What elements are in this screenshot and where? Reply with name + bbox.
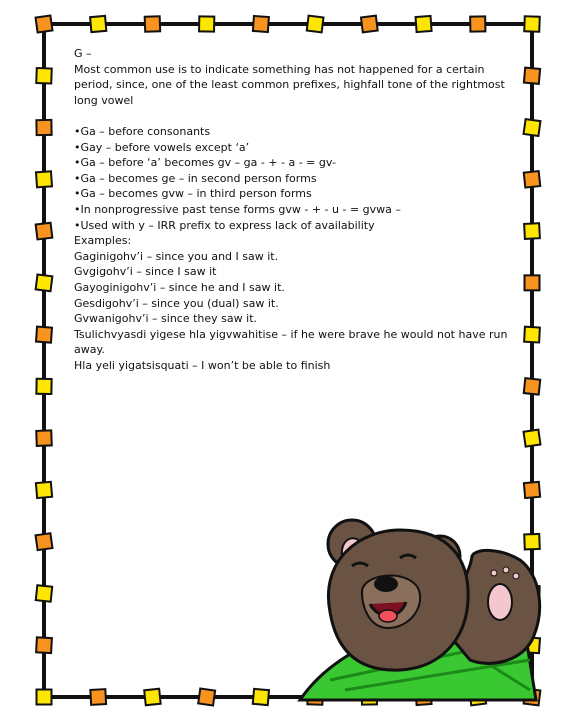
rules-list [74,124,522,233]
bear-tongue [379,610,397,622]
example-item: Gvgigohv’i – since I saw it [74,265,217,279]
rule-item: •Gay – before vowels except ‘a’ [74,140,250,154]
rule-item: •Ga – before consonants [74,124,211,138]
rule-item: •Ga – becomes gvw – in third person forms [74,187,312,201]
rule-item: •Ga – before ‘a’ becomes gv – ga - + - a - = gv- [74,156,337,170]
spacer [74,108,522,124]
examples-list [74,249,522,374]
section-heading: G – [74,47,92,60]
rule-item: •In nonprogressive past tense forms gvw - + - u - = gvwa – [74,202,401,216]
example-item: Gvwanigohv’i – since they saw it. [74,312,257,326]
bear-paw-pad [488,584,512,620]
rule-item: •Ga – becomes ge – in second person forms [74,171,317,185]
example-item: Gayoginigohv’i – since he and I saw it. [74,280,285,294]
examples-label: Examples: [74,234,132,248]
rule-item: •Used with y – IRR prefix to express lack of availability [74,218,375,232]
example-item: Tsulichvyasdi yigese hla yigvwahitise – if he were brave he would not have run away. [74,327,511,357]
example-item: Hla yeli yigatsisquati – I won’t be able to finish [74,358,331,372]
example-item: Gaginigohv’i – since you and I saw it. [74,249,279,263]
bear-nose [374,576,398,592]
document-body [74,46,522,373]
bear-head [328,520,468,670]
example-item: Gesdigohv’i – since you (dual) saw it. [74,296,279,310]
intro-paragraph: Most common use is to indicate something has not happened for a certain period, since, one of the least common prefixes, highfall tone of the rightmost long vowel [74,62,509,107]
